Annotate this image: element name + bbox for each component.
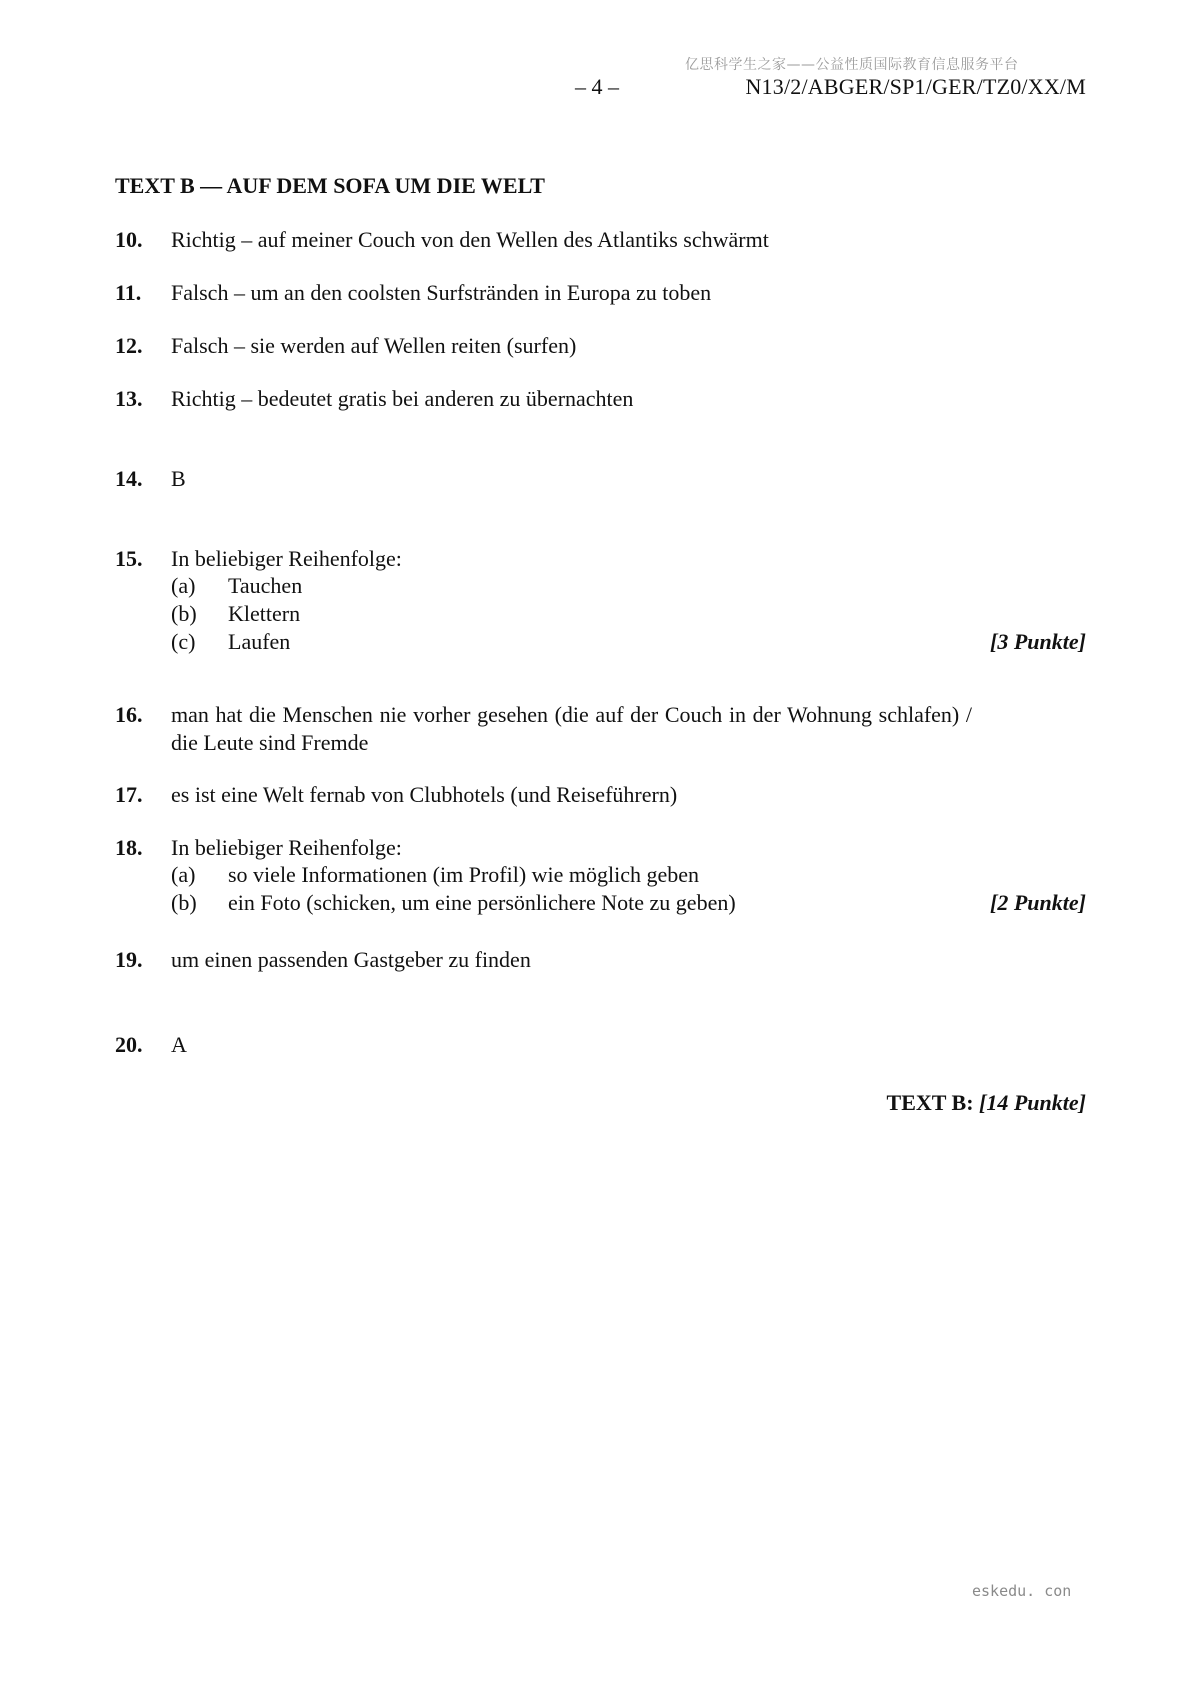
sub-text: ein Foto (schicken, um eine persönlichere Note zu geben): [228, 890, 736, 915]
sub-label: (a): [171, 862, 196, 887]
total-label: TEXT B:: [886, 1090, 974, 1115]
item-text: B: [171, 466, 186, 491]
item-text: A: [171, 1032, 187, 1057]
section-total: [887, 1089, 1086, 1117]
sub-text: Laufen: [228, 629, 291, 654]
sub-text: so viele Informationen (im Profil) wie möglich geben: [228, 862, 700, 887]
item-text: Richtig – auf meiner Couch von den Wellen des Atlantiks schwärmt: [171, 227, 769, 252]
item-text: Richtig – bedeutet gratis bei anderen zu übernachten: [171, 386, 634, 411]
item-number: 13.: [115, 386, 143, 411]
answer-item-16: [115, 701, 1086, 761]
item-number: 16.: [115, 702, 143, 727]
document-code: N13/2/ABGER/SP1/GER/TZ0/XX/M: [745, 74, 1086, 99]
sub-text: Klettern: [228, 601, 301, 626]
item-number: 10.: [115, 227, 143, 252]
item-number: 14.: [115, 466, 143, 491]
item-text: Falsch – sie werden auf Wellen reiten (surfen): [171, 333, 577, 358]
total-points: [14 Punkte]: [979, 1090, 1086, 1115]
answer-item-15: [115, 545, 1086, 665]
sub-label: (b): [171, 601, 197, 626]
points-label: [3 Punkte]: [990, 629, 1086, 654]
item-text: In beliebiger Reihenfolge:: [171, 546, 402, 571]
sub-label: (b): [171, 890, 197, 915]
item-number: 15.: [115, 546, 143, 571]
sub-label: (c): [171, 629, 196, 654]
item-number: 12.: [115, 333, 143, 358]
item-text: Falsch – um an den coolsten Surfstränden in Europa zu toben: [171, 280, 712, 305]
item-text: um einen passenden Gastgeber zu finden: [171, 947, 531, 972]
sub-label: (a): [171, 573, 196, 598]
item-number: 17.: [115, 782, 143, 807]
sub-text: Tauchen: [228, 573, 303, 598]
points-label: [2 Punkte]: [990, 890, 1086, 915]
item-number: 19.: [115, 947, 143, 972]
item-text: es ist eine Welt fernab von Clubhotels (und Reiseführern): [171, 782, 678, 807]
page-number: – 4 –: [575, 74, 619, 99]
item-number: 18.: [115, 835, 143, 860]
item-text: In beliebiger Reihenfolge:: [171, 835, 402, 860]
watermark-footer: eskedu. con: [972, 1582, 1072, 1600]
item-number: 20.: [115, 1032, 143, 1057]
answer-item-18: [115, 834, 1086, 924]
item-text: man hat die Menschen nie vorher gesehen (die auf der Couch in der Wohnung schlafen) / die Leute sind Fremde: [171, 702, 972, 755]
watermark-header: 亿思科学生之家——公益性质国际教育信息服务平台: [685, 57, 1019, 73]
section-title: TEXT B — AUF DEM SOFA UM DIE WELT: [115, 173, 545, 198]
item-number: 11.: [115, 280, 142, 305]
